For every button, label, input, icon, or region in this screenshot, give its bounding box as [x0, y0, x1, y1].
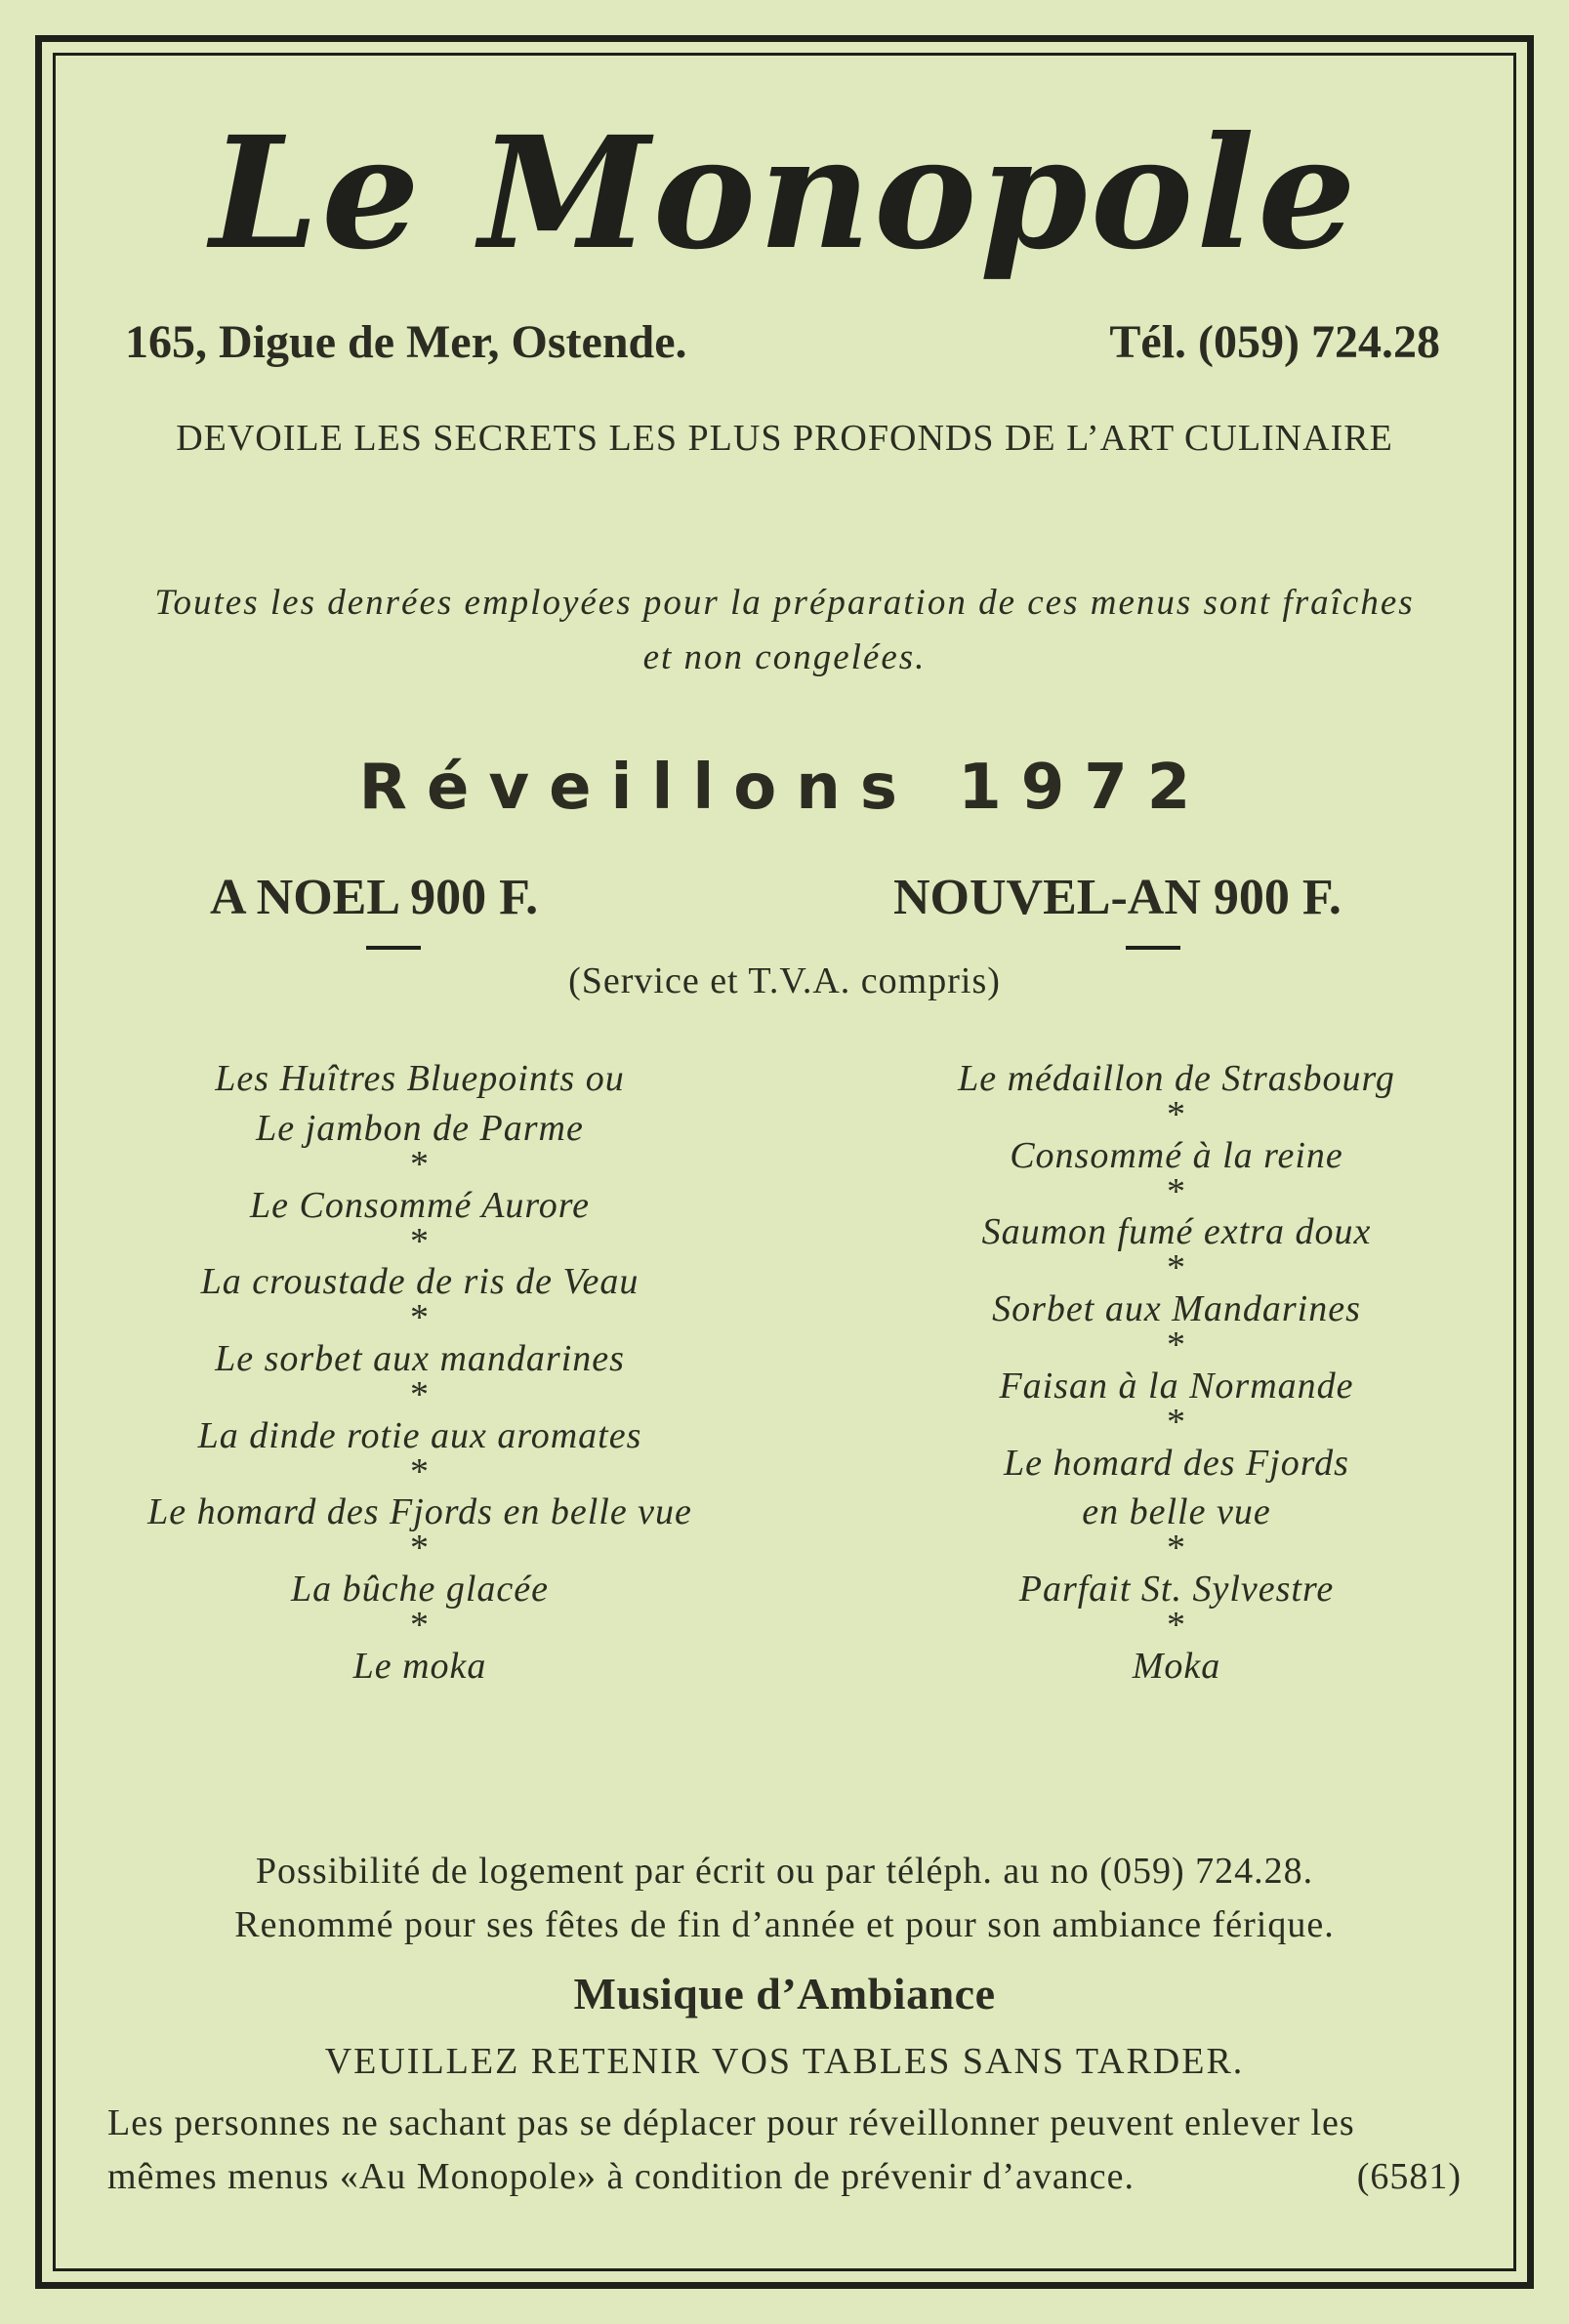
menu-item: La bûche glacée — [290, 1569, 550, 1610]
menu-item: Le médaillon de Strasbourg — [958, 1058, 1395, 1099]
delivery-note — [107, 2097, 1462, 2204]
menu-item: Sorbet aux Mandarines — [992, 1288, 1361, 1330]
reference-number: (6581) — [1356, 2156, 1462, 2198]
service-included-note: (Service et T.V.A. compris) — [568, 960, 1001, 1001]
fresh-ingredients-note: Toutes les denrées employées pour la préparation de ces menus sont fraîches et non congelées. — [154, 583, 1415, 677]
menu-item: Parfait St. Sylvestre — [1018, 1569, 1335, 1610]
reservation-note: VEUILLEZ RETENIR VOS TABLES SANS TARDER. — [324, 2040, 1245, 2082]
menu-item: en belle vue — [1082, 1491, 1271, 1533]
contact-line — [125, 317, 1440, 369]
menu-item: Le homard des Fjords — [1004, 1442, 1349, 1484]
phone: Tél. (059) 724.28 — [1109, 316, 1440, 368]
menu-separator: * — [410, 1373, 430, 1415]
nouvel-an-divider — [1126, 946, 1180, 950]
menu-separator: * — [410, 1143, 430, 1185]
delivery-text: Les personnes ne sachant pas se déplacer pour réveillonner peuvent enlever les mêmes menus «Au Monopole» à condition de prévenir d’avance. — [107, 2101, 1355, 2198]
address: 165, Digue de Mer, Ostende. — [125, 316, 687, 368]
nouvel-an-menu — [864, 1054, 1489, 1692]
nouvel-an-price-heading: NOUVEL-AN 900 F. — [893, 870, 1342, 925]
menu-separator: * — [1167, 1093, 1186, 1135]
menu-item: Le sorbet aux mandarines — [215, 1338, 625, 1380]
advertisement — [68, 68, 1501, 2256]
reveillons-title: Réveillons 1972 — [358, 752, 1211, 824]
menu-separator: * — [410, 1528, 430, 1570]
menu-item: Le Consommé Aurore — [249, 1184, 591, 1226]
renowned-note: Renommé pour ses fêtes de fin d’année et pour son ambiance férique. — [234, 1904, 1335, 1946]
culinary-secret-heading: DEVOILE LES SECRETS LES PLUS PROFONDS DE L’ART CULINAIRE — [176, 418, 1393, 459]
menu-item: Le homard des Fjords en belle vue — [147, 1491, 692, 1533]
menu-separator: * — [1167, 1170, 1186, 1212]
music-title: Musique d’Ambiance — [573, 1969, 996, 2019]
menu-item: Les Huîtres Bluepoints ou — [215, 1058, 625, 1099]
menu-separator: * — [410, 1450, 430, 1492]
menu-separator: * — [1167, 1325, 1186, 1366]
menu-item: La croustade de ris de Veau — [200, 1261, 640, 1303]
lodging-note: Possibilité de logement par écrit ou par téléph. au no (059) 724.28. — [255, 1851, 1314, 1892]
menu-item: Consommé à la reine — [1010, 1134, 1343, 1176]
menu-item: Moka — [1132, 1645, 1221, 1687]
brand-name: Le Monopole — [210, 103, 1359, 284]
menu-separator: * — [1167, 1401, 1186, 1443]
menu-item: Le moka — [352, 1645, 487, 1687]
menu-separator: * — [410, 1220, 430, 1262]
menu-item: Saumon fumé extra doux — [981, 1211, 1372, 1253]
menu-item: Le jambon de Parme — [256, 1107, 584, 1149]
noel-menu — [107, 1054, 732, 1692]
menu-item: Faisan à la Normande — [999, 1365, 1354, 1407]
menu-separator: * — [410, 1605, 430, 1647]
menu-separator: * — [410, 1297, 430, 1339]
menu-separator: * — [1167, 1247, 1186, 1289]
menu-separator: * — [1167, 1605, 1186, 1647]
menu-separator: * — [1167, 1528, 1186, 1570]
noel-divider — [366, 946, 421, 950]
noel-price-heading: A NOEL 900 F. — [210, 870, 539, 925]
menu-item: La dinde rotie aux aromates — [197, 1414, 642, 1456]
footer-information — [107, 1845, 1462, 2204]
